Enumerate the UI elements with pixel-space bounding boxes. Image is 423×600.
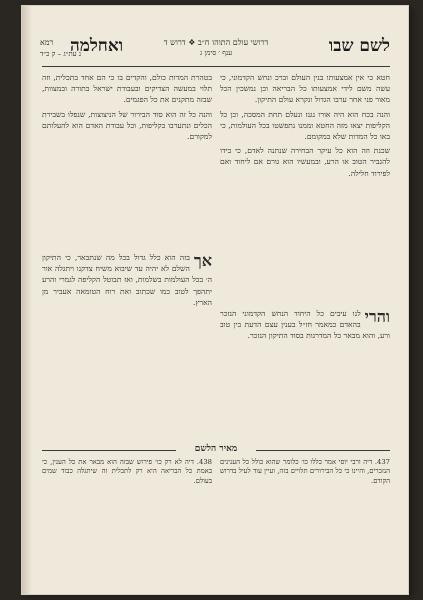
running-title-right: לשם שבו: [328, 36, 390, 56]
paragraph: והנה בכח הוא היה אורו נגנז ונעלם תחת המסכה, וכן כל הקליפות יצאו מזה החטא וממנו נתפשטו בכל העולמות, כי באו כל המדות שלא במקומם.: [220, 109, 390, 142]
chapter-title: דרושי עולם התוהו ח״ב ❖ דרוש ד: [163, 38, 269, 47]
right-column: [220, 72, 390, 304]
page-header: [42, 36, 390, 70]
footnote: 437. דיה ורבי יוסי אמר כללו כו׳ כלומר שהוא כולל כל הענינים הנזכרים, והיינו כי כל הבירורים תלויים בזה, ועיין עוד לעיל בדרוש הקודם.: [220, 458, 390, 485]
header-rule: [42, 66, 390, 67]
paragraph: והנה כל זה הוא סוד הבירור של הניצוצות, שנפלו בשבירת הכלים ונתערבו בקליפות, וכל עבודת האדם הוא להעלותם למקורם.: [42, 109, 212, 142]
paragraph: בזה הוא כלל גדול בכל מה שנתבאר, כי התיקון השלם לא יהיה עד שיבוא משיח צדקנו ויתגלה אור ה׳ בכל העולמות בשלמות, ואז תבוטל הקליפה לגמרי והרע יתהפך לטוב כמו שכתוב ואת רוח הטומאה אעביר מן הארץ.: [42, 253, 212, 307]
page-reference: נ עת״ג – ק כ״ד: [40, 50, 82, 58]
book-spine: [22, 6, 32, 594]
lead-word: אך: [193, 251, 212, 270]
paragraph: בטהרת המדות כולם, והקדים בו כי הם אחד בתכלית, וזה תלוי במעשה הצדיקים ובעבודת ישראל בתורה ובמצוות, שבזה מתקנים את כל הפגמים.: [42, 73, 212, 105]
paragraph: לנו עיבים כל היחוד הנחש הקדמוני הנזכר בהאדם כמאמר חז״ל בענין עצם הדעת בין טוב ורע, והוא מבאר כל המדרגות בסוד התיקון הנזכר.: [220, 309, 390, 341]
running-title-left: ואחלמה: [70, 36, 124, 56]
footnotes-section: [42, 444, 390, 578]
section-subtitle: ענף ׳ סימן ג: [199, 49, 233, 57]
lead-word: והרי: [364, 307, 390, 326]
notes-heading: מאיר הלשם: [176, 445, 256, 454]
paragraph: שכנת וזה הוא כל עיקר הבחירה שנתנה לאדם, כי בידו להגביר הטוב או הרע, ובמעשיו הוא גורם אם ליחוד ואם לפירוד חלילה.: [220, 146, 390, 178]
right-column-lead-block: [220, 308, 390, 444]
left-column: [42, 72, 212, 248]
footnote: 438. דיה לא רק כו׳ פירוש שבזה הוא מבאר את כל הענין, כי באמת כל הבריאה היא רק לתכלית זה שיתגלה כבוד שמים בעולם.: [42, 458, 212, 485]
paragraph: חטא כי אין אמצעותו בנין העולם וברכ ונחש הקדמוני, כי עשה משם לידי אמצעותו כל הבריאה וכן נמשכין הכל מאור פני אחר ערבו הגדול ונקרא עולם התיקון.: [220, 73, 390, 105]
book-page: [22, 6, 408, 594]
running-title-center: [132, 38, 300, 57]
left-column-lead-block: [42, 252, 212, 444]
page-number: רמא: [40, 38, 54, 47]
